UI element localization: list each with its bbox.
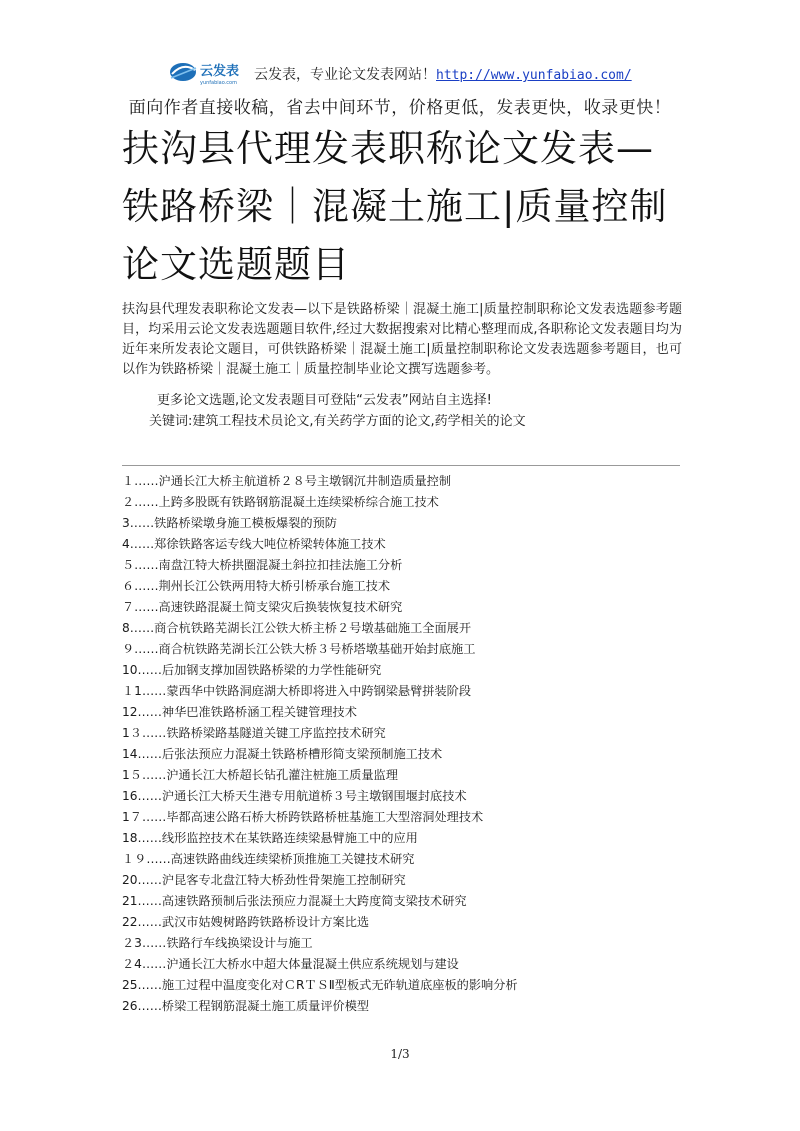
site-header [0,58,800,86]
topic-item: ９……商合杭铁路芜湖长江公铁大桥３号桥塔墩基础开始封底施工 [122,642,476,656]
topic-item: 3……铁路桥梁墩身施工模板爆裂的预防 [122,516,337,530]
keywords-line: 关键词:建筑工程技术员论文,有关药学方面的论文,药学相关的论文 [149,414,526,429]
page-number: 1/3 [390,1047,410,1061]
divider [122,465,680,466]
topic-item: 14……后张法预应力混凝土铁路桥槽形简支梁预制施工技术 [122,747,443,761]
topic-item: 4……郑徐铁路客运专线大吨位桥梁转体施工技术 [122,537,386,551]
topic-item: 1５……沪通长江大桥超长钻孔灌注桩施工质量监理 [122,768,398,782]
topic-item: １９……高速铁路曲线连续梁桥顶推施工关键技术研究 [122,852,415,866]
site-description: 云发表，专业论文发表网站！ [254,67,436,83]
topic-item: ２……上跨多股既有铁路钢筋混凝土连续梁桥综合施工技术 [122,495,439,509]
topic-list [122,471,682,1017]
topic-item: 25……施工过程中温度变化对ＣRＴＳⅡ型板式无砟轨道底座板的影响分析 [122,978,518,992]
logo-subtext: yunfabiao.com [200,80,237,86]
logo-text: 云发表 [200,64,240,79]
topic-item: 20……沪昆客专北盘江特大桥劲性骨架施工控制研究 [122,873,406,887]
topic-item: 1３……铁路桥梁路基隧道关键工序监控技术研究 [122,726,386,740]
header-text [254,64,632,84]
topic-item: 16……沪通长江大桥天生港专用航道桥３号主墩钢围堰封底技术 [122,789,467,803]
topic-item: 12……神华巴准铁路桥涵工程关键管理技术 [122,705,357,719]
topic-item: 18……线形监控技术在某铁路连续梁悬臂施工中的应用 [122,831,418,845]
topic-item: ２3……铁路行车线换梁设计与施工 [122,936,313,950]
intro-paragraph: 扶沟县代理发表职称论文发表—以下是铁路桥梁｜混凝土施工|质量控制职称论文发表选题参考题目，均采用云论文发表选题题目软件,经过大数据搜索对比精心整理而成,各职称论文发表题目均为近年来所发表论文题目，可供铁路桥梁｜混凝土施工|质量控制职称论文发表选题参考题目，也可以作为铁路桥梁｜混凝土施工｜质量控制毕业论文撰写选题参考。 [122,302,682,377]
site-url-link[interactable]: http://www.yunfabiao.com/ [436,68,632,83]
topic-item: ５……南盘江特大桥拱圈混凝土斜拉扣挂法施工分析 [122,558,403,572]
topic-item: ７……高速铁路混凝土简支梁灾后换装恢复技术研究 [122,600,403,614]
more-topics-note: 更多论文选题,论文发表题目可登陆“云发表”网站自主选择! [157,393,492,408]
topic-item: 22……武汉市姑嫂树路跨铁路桥设计方案比选 [122,915,370,929]
topic-item: ６……荆州长江公铁两用特大桥引桥承台施工技术 [122,579,391,593]
yunfabiao-logo[interactable] [168,58,254,86]
tagline: 面向作者直接收稿，省去中间环节，价格更低，发表更快，收录更快！ [128,98,672,118]
topic-item: 10……后加钢支撑加固铁路桥梁的力学性能研究 [122,663,382,677]
topic-item: ２4……沪通长江大桥水中超大体量混凝土供应系统规划与建设 [122,957,459,971]
page-title: 扶沟县代理发表职称论文发表—铁路桥梁｜混凝土施工|质量控制论文选题题目 [122,127,668,286]
topic-item: 1７……毕都高速公路石桥大桥跨铁路桥桩基施工大型溶洞处理技术 [122,810,484,824]
topic-item: 8……商合杭铁路芜湖长江公铁大桥主桥２号墩基础施工全面展开 [122,621,472,635]
topic-item: 21……高速铁路预制后张法预应力混凝土大跨度简支梁技术研究 [122,894,467,908]
topic-item: 26……桥梁工程钢筋混凝土施工质量评价模型 [122,999,370,1013]
topic-item: １1……蒙西华中铁路洞庭湖大桥即将进入中跨钢梁悬臂拼装阶段 [122,684,472,698]
topic-item: １……沪通长江大桥主航道桥２８号主墩钢沉井制造质量控制 [122,474,452,488]
